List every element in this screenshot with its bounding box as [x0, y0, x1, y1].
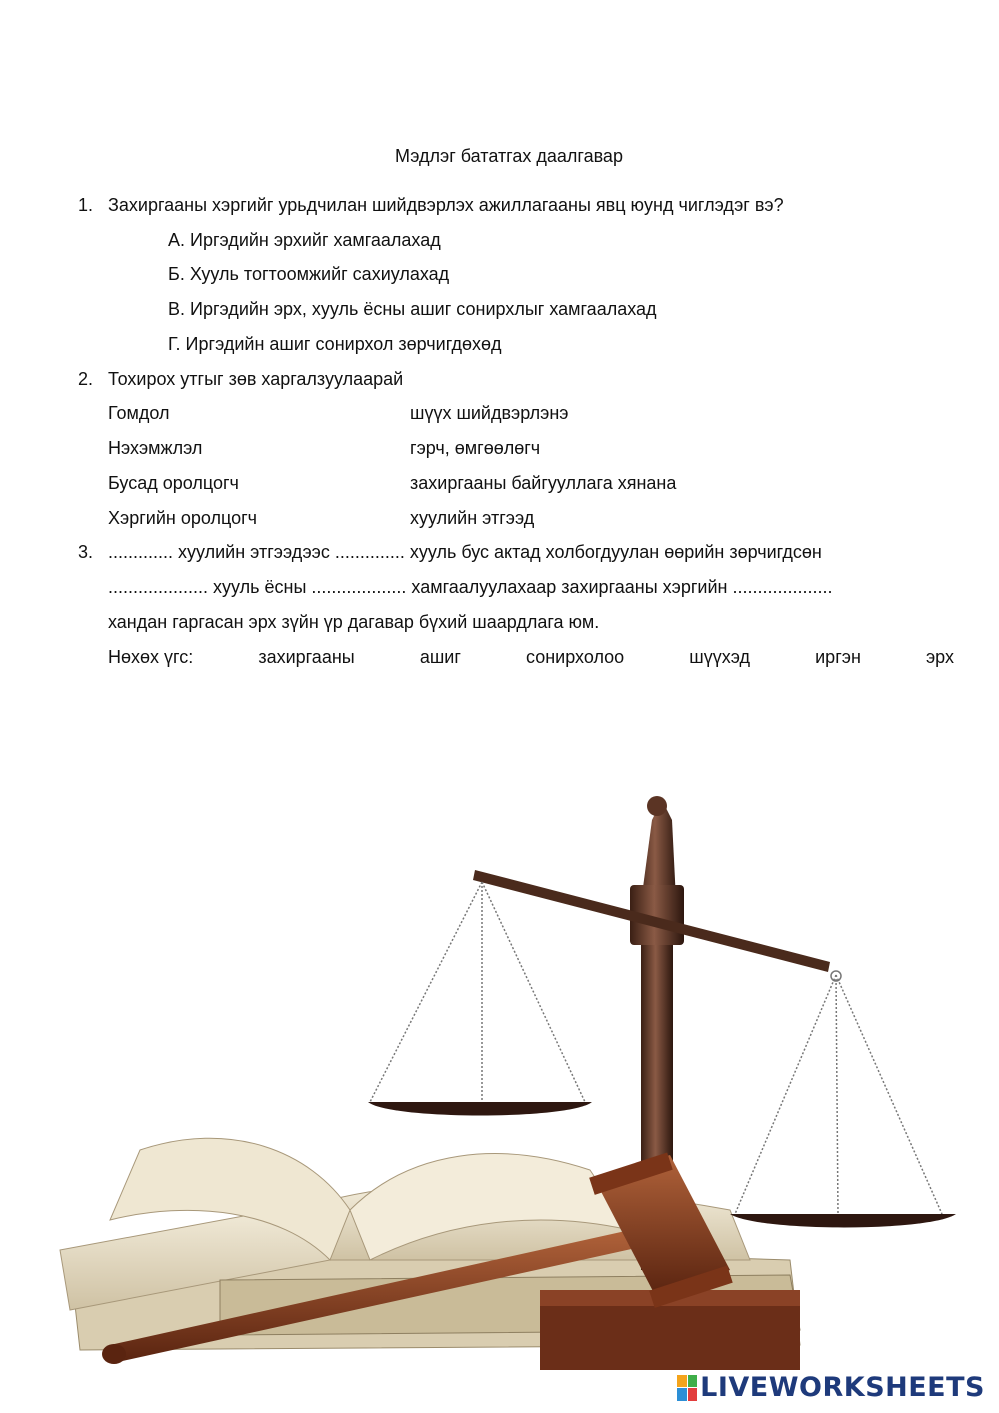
question-3-number: 3. — [78, 542, 94, 562]
page-title: Мэдлэг бататгах даалгавар — [395, 146, 623, 166]
question-1-number: 1. — [78, 195, 94, 215]
question-3-line-3: хандан гаргасан эрх зүйн үр дагавар бүхий шаардлага юм. — [108, 612, 600, 632]
match-right-1: шүүх шийдвэрлэнэ — [410, 403, 569, 423]
word-bank-item: ашиг — [419, 647, 461, 667]
question-1-text: Захиргааны хэргийг урьдчилан шийдвэрлэх ажиллагааны явц юунд чиглэдэг вэ? — [108, 195, 784, 215]
match-left-3: Бусад оролцогч — [108, 473, 239, 493]
question-3-line-2: .................... хууль ёсны ................... хамгаалуулахаар захиргааны хэргийн .................... — [108, 577, 833, 597]
liveworksheets-logo — [677, 1372, 985, 1403]
match-left-4: Хэргийн оролцогч — [108, 508, 258, 528]
logo-badge-icon — [677, 1375, 697, 1401]
match-right-3: захиргааны байгууллага хянана — [410, 473, 677, 493]
word-bank-item: эрх — [926, 647, 954, 667]
question-1-option-a: А. Иргэдийн эрхийг хамгаалахад — [168, 230, 441, 250]
match-right-2: гэрч, өмгөөлөгч — [410, 438, 541, 458]
question-1-option-c: В. Иргэдийн эрх, хууль ёсны ашиг сонирхлыг хамгаалахад — [168, 299, 657, 319]
word-bank-label: Нөхөх үгс: — [108, 647, 194, 667]
match-left-2: Нэхэмжлэл — [108, 438, 203, 458]
word-bank — [108, 646, 954, 668]
question-1-option-b: Б. Хууль тогтоомжийг сахиулахад — [168, 264, 450, 284]
word-bank-item: сонирхолоо — [526, 647, 625, 667]
word-bank-item: иргэн — [815, 647, 861, 667]
word-bank-item: захиргааны — [258, 647, 355, 667]
question-2-number: 2. — [78, 369, 94, 389]
match-right-4: хуулийн этгээд — [410, 508, 535, 528]
question-2-text: Тохирох утгыг зөв харгалзуулаарай — [108, 369, 404, 389]
justice-illustration — [30, 790, 970, 1380]
question-3-line-1: ............. хуулийн этгээдээс .............. хууль бус актад холбогдуулан өөрийн зөрчигдсөн — [108, 542, 822, 562]
match-left-1: Гомдол — [108, 403, 170, 423]
question-1-option-d: Г. Иргэдийн ашиг сонирхол зөрчигдөхөд — [168, 334, 502, 354]
word-bank-item: шүүхэд — [689, 647, 751, 667]
logo-text: LIVEWORKSHEETS — [700, 1372, 985, 1403]
